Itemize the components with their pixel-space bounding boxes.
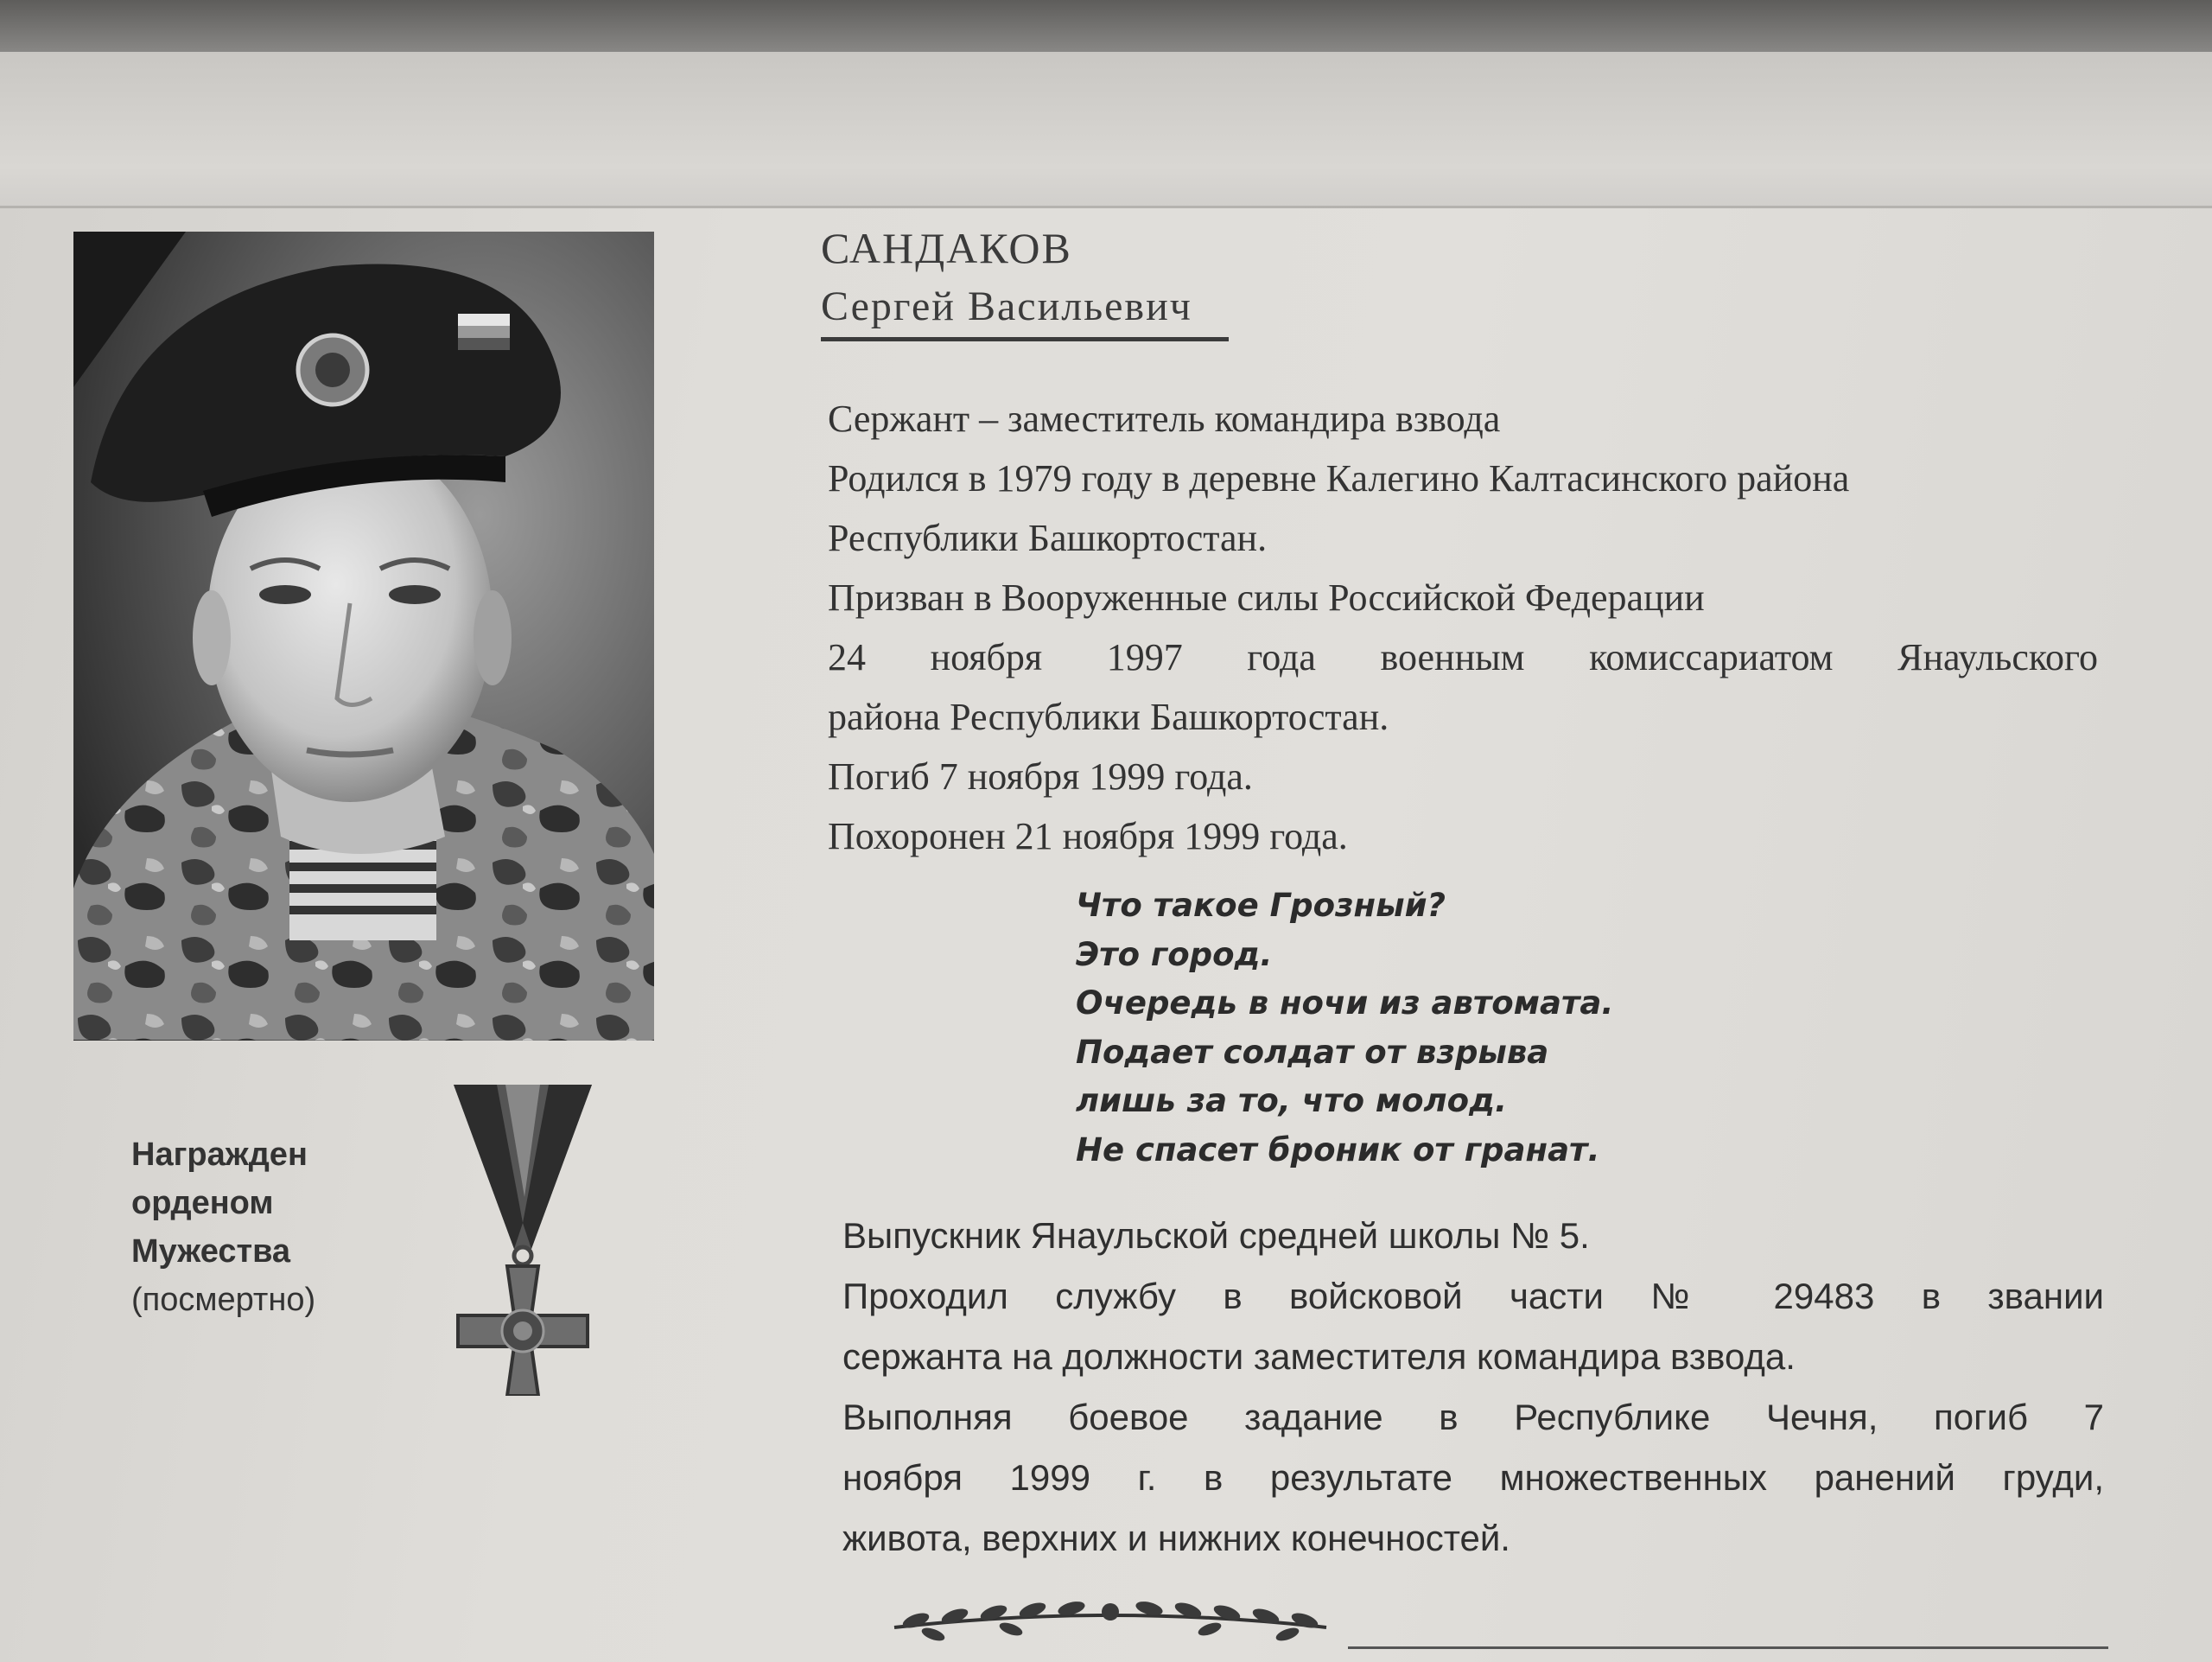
poem-line: Что такое Грозный? [1076,887,1446,924]
poem-line: Очередь в ночи из автомата. [1076,984,1614,1022]
bio-line: района Республики Башкортостан. [828,696,1389,738]
surname: САНДАКОВ [821,224,1072,272]
poem-line: Не спасет броник от гранат. [1076,1130,1600,1168]
biography [828,389,2098,866]
bottom-rule [1348,1646,2108,1649]
name-block [821,218,1229,341]
bio-line: Родился в 1979 году в деревне Калегино Калтасинского района [828,457,1850,500]
bio-line: 24 ноября 1997 года военным комиссариатом Янаульского [828,636,2098,678]
award-line: (посмертно) [131,1282,316,1318]
poem-line: лишь за то, что молод. [1076,1082,1508,1119]
service-text [842,1206,2104,1569]
award-line: Мужества [131,1233,291,1270]
service-line: живота, верхних и нижних конечностей. [842,1518,1510,1558]
award-caption [131,1130,315,1324]
name-underline [821,337,1229,341]
given-names: Сергей Васильевич [821,283,1192,329]
service-line: Проходил службу в войсковой части № 29483 в звании [842,1276,2104,1316]
service-line: Выпускник Янаульской средней школы № 5. [842,1215,1590,1256]
previous-page-edge [0,52,2212,216]
poem-line: Подает солдат от взрыва [1076,1033,1549,1071]
service-line: Выполняя боевое задание в Республике Чечня, погиб 7 [842,1397,2104,1437]
order-of-courage-icon [436,1085,609,1400]
poem [1076,882,1613,1175]
service-line: ноября 1999 г. в результате множественных ранений груди, [842,1457,2104,1498]
bio-line: Республики Башкортостан. [828,517,1268,559]
award-line: орденом [131,1185,274,1221]
poem-line: Это город. [1076,935,1273,973]
bio-line: Сержант – заместитель командира взвода [828,398,1501,440]
bio-line: Похоронен 21 ноября 1999 года. [828,815,1348,857]
bio-line: Призван в Вооруженные силы Российской Федерации [828,576,1705,619]
bio-line: Погиб 7 ноября 1999 года. [828,755,1253,798]
award-line: Награжден [131,1137,308,1173]
laurel-ornament-icon [881,1595,1339,1651]
portrait-illustration [73,232,654,1041]
portrait-photo [73,232,654,1041]
service-line: сержанта на должности заместителя командира взвода. [842,1336,1796,1377]
